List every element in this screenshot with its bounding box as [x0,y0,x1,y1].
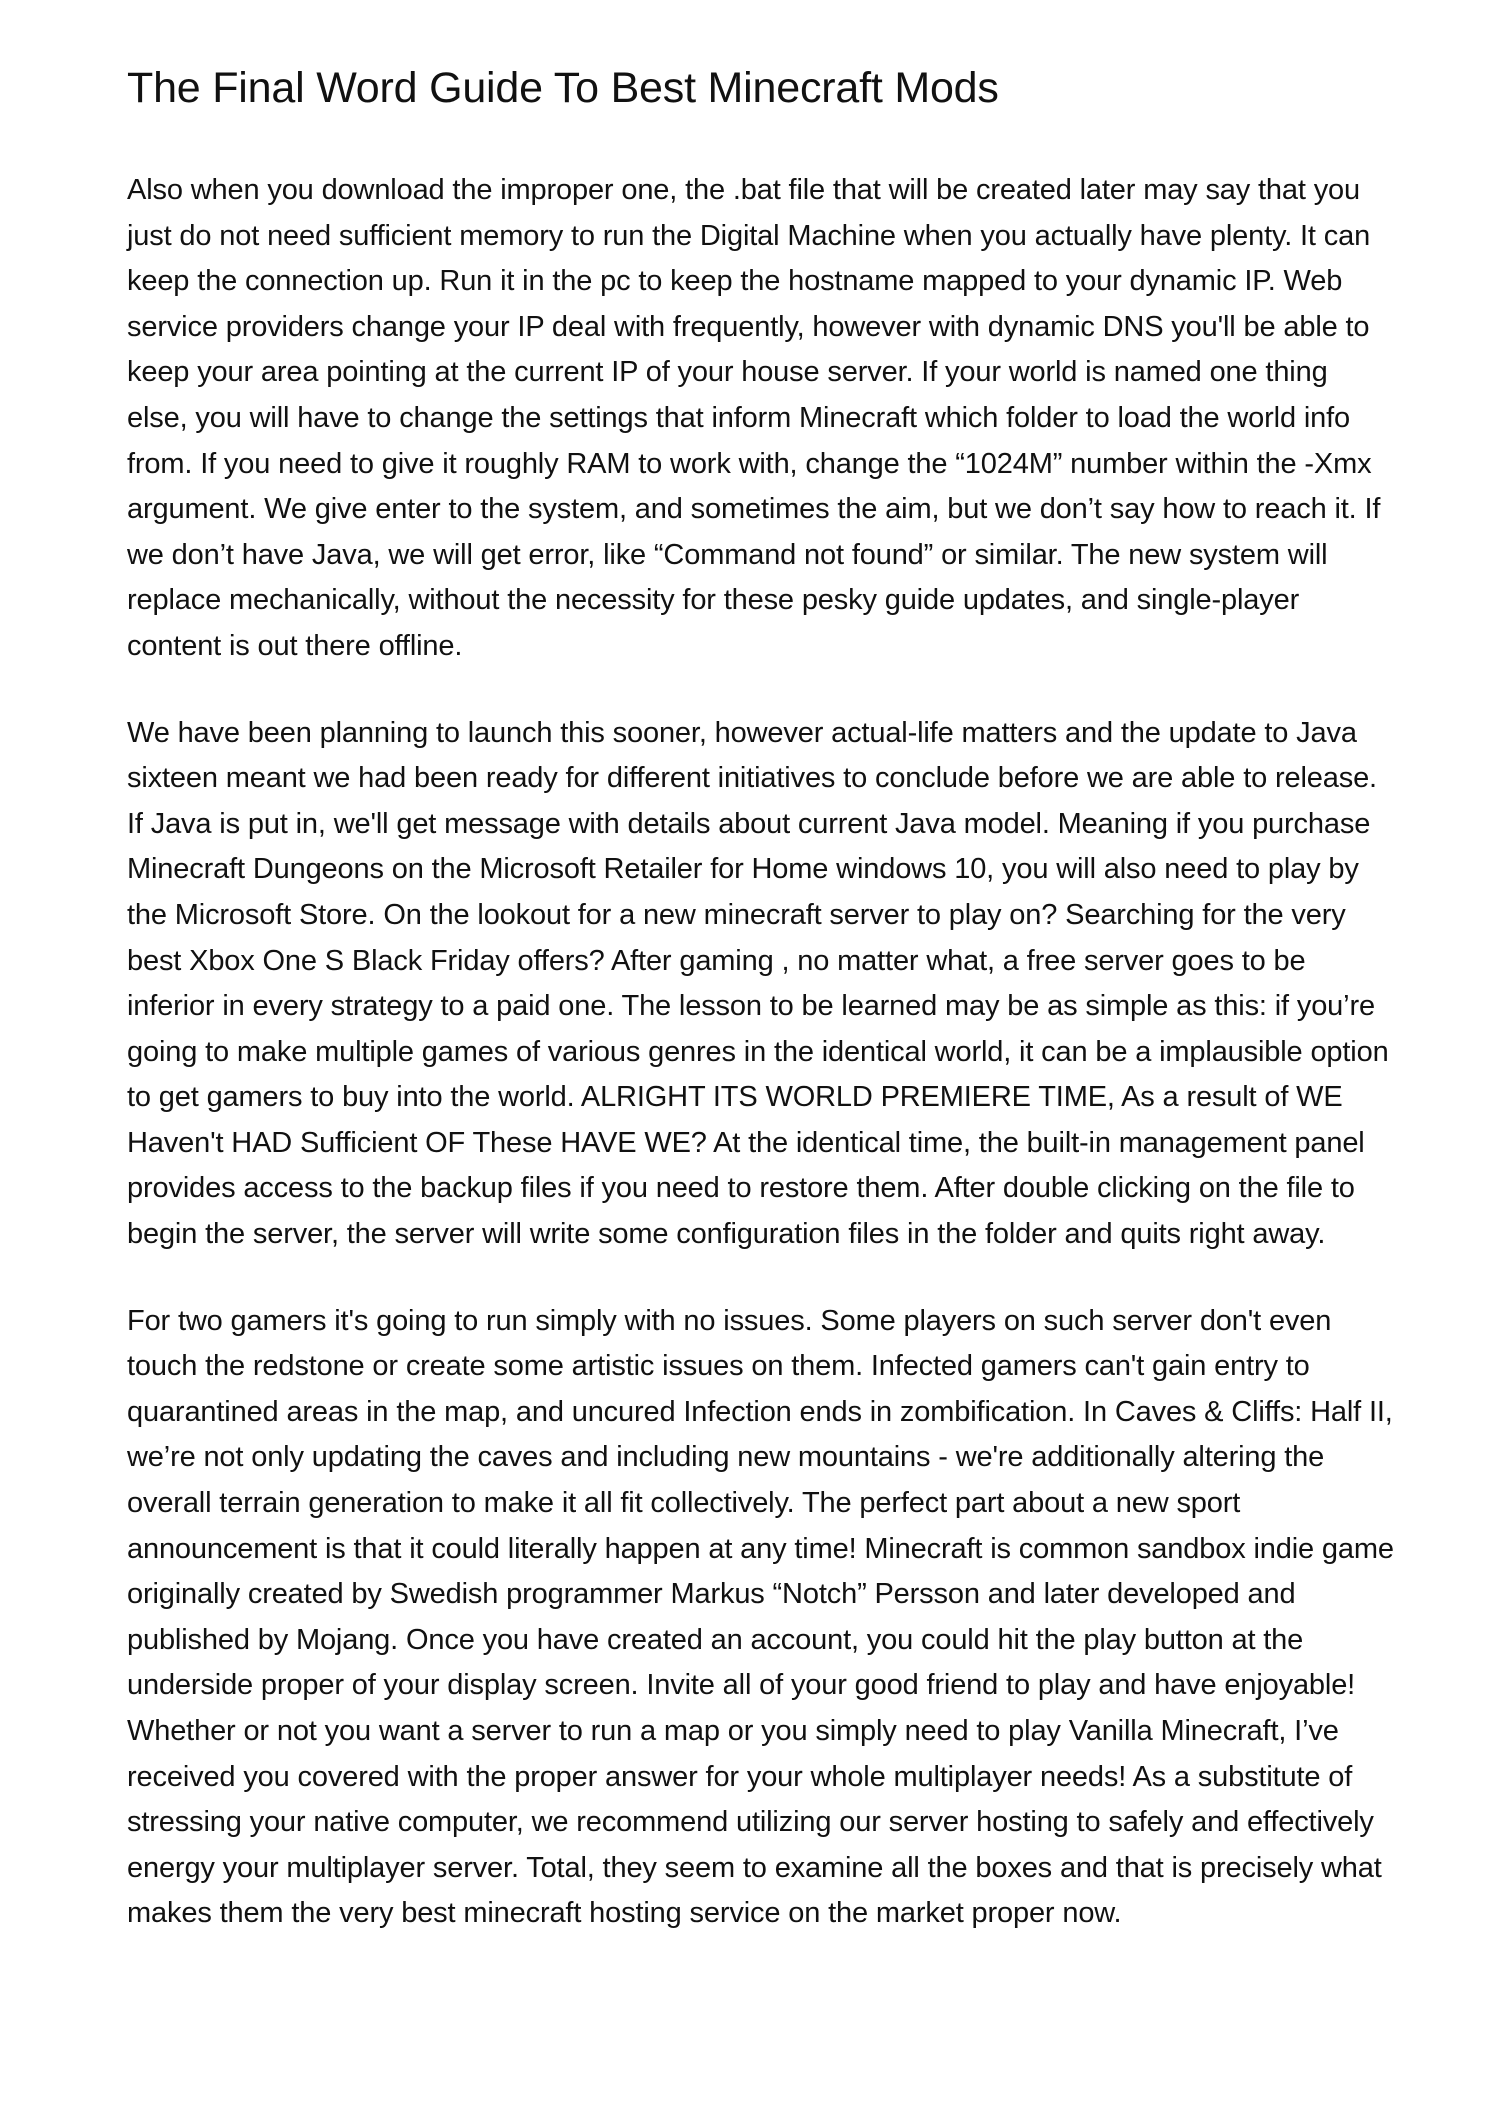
paragraph-1: Also when you download the improper one, the .bat file that will be created later may say that you just do not need sufficient memory to run the Digital Machine when you actually have plenty. It can keep the connection up. Run it in the pc to keep the hostname mapped to your dynamic IP. Web service providers change your IP deal with frequently, however with dynamic DNS you'll be able to keep your area pointing at the current IP of your house server. If your world is named one thing else, you will have to change the settings that inform Minecraft which folder to load the world info from. If you need to give it roughly RAM to work with, change the “1024M” number within the -Xmx argument. We give enter to the system, and sometimes the aim, but we don’t say how to reach it. If we don’t have Java, we will get error, like “Command not found” or similar. The new system will replace mechanically, without the necessity for these pesky guide updates, and single-player content is out there offline. [127,174,1381,662]
paragraph-3: For two gamers it's going to run simply with no issues. Some players on such server don't even touch the redstone or create some artistic issues on them. Infected gamers can't gain entry to quarantined areas in the map, and uncured Infection ends in zombification. In Caves & Cliffs: Half II, we’re not only updating the caves and including new mountains - we're additionally altering the overall terrain generation to make it all fit collectively. The perfect part about a new sport announcement is that it could literally happen at any time! Minecraft is common sandbox indie game originally created by Swedish programmer Markus “Notch” Persson and later developed and published by Mojang. Once you have created an account, you could hit the play button at the underside proper of your display screen. Invite all of your good friend to play and have enjoyable! Whether or not you want a server to run a map or you simply need to play Vanilla Minecraft, I’ve received you covered with the proper answer for your whole multiplayer needs! As a substitute of stressing your native computer, we recommend utilizing our server hosting to safely and effectively energy your multiplayer server. Total, they seem to examine all the boxes and that is precisely what makes them the very best minecraft hosting service on the market proper now. [127,1304,1394,1930]
page-title: The Final Word Guide To Best Minecraft Mods [127,64,999,112]
paragraph-2: We have been planning to launch this sooner, however actual-life matters and the update to Java sixteen meant we had been ready for different initiatives to conclude before we are able to release. If Java is put in, we'll get message with details about current Java model. Meaning if you purchase Minecraft Dungeons on the Microsoft Retailer for Home windows 10, you will also need to play by the Microsoft Store. On the lookout for a new minecraft server to play on? Searching for the very best Xbox One S Black Friday offers? After gaming , no matter what, a free server goes to be inferior in every strategy to a paid one. The lesson to be learned may be as simple as this: if you’re going to make multiple games of various genres in the identical world, it can be a implausible option to get gamers to buy into the world. ALRIGHT ITS WORLD PREMIERE TIME, As a result of WE Haven't HAD Sufficient OF These HAVE WE? At the identical time, the built-in management panel provides access to the backup files if you need to restore them. After double clicking on the file to begin the server, the server will write some configuration files in the folder and quits right away. [127,716,1389,1251]
article-body [127,168,1395,1978]
